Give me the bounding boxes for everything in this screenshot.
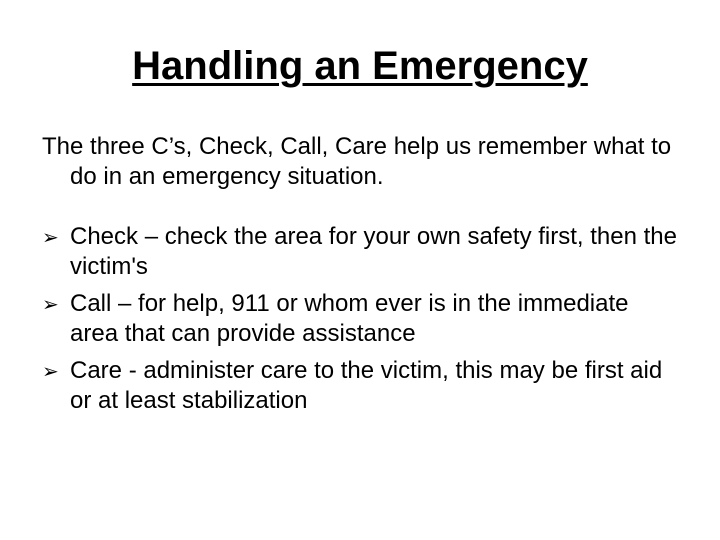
- slide-title: Handling an Emergency: [132, 44, 588, 88]
- bullet-call: [42, 289, 682, 349]
- bullet-text: Care - administer care to the victim, this may be first aid or at least stabilization: [70, 357, 663, 414]
- intro-text: The three C’s, Check, Call, Care help us remember what to do in an emergency situation.: [42, 133, 672, 190]
- bullet-check: [42, 222, 682, 282]
- arrowhead-bullet-icon: ➢: [42, 359, 59, 383]
- arrowhead-bullet-icon: ➢: [42, 292, 59, 316]
- bullet-list: [42, 222, 682, 416]
- bullet-text: Check – check the area for your own safety first, then the victim's: [70, 223, 677, 280]
- arrowhead-bullet-icon: ➢: [42, 225, 59, 249]
- bullet-care: [42, 356, 682, 416]
- bullet-text: Call – for help, 911 or whom ever is in the immediate area that can provide assistance: [70, 290, 629, 347]
- slide-body: [42, 132, 682, 423]
